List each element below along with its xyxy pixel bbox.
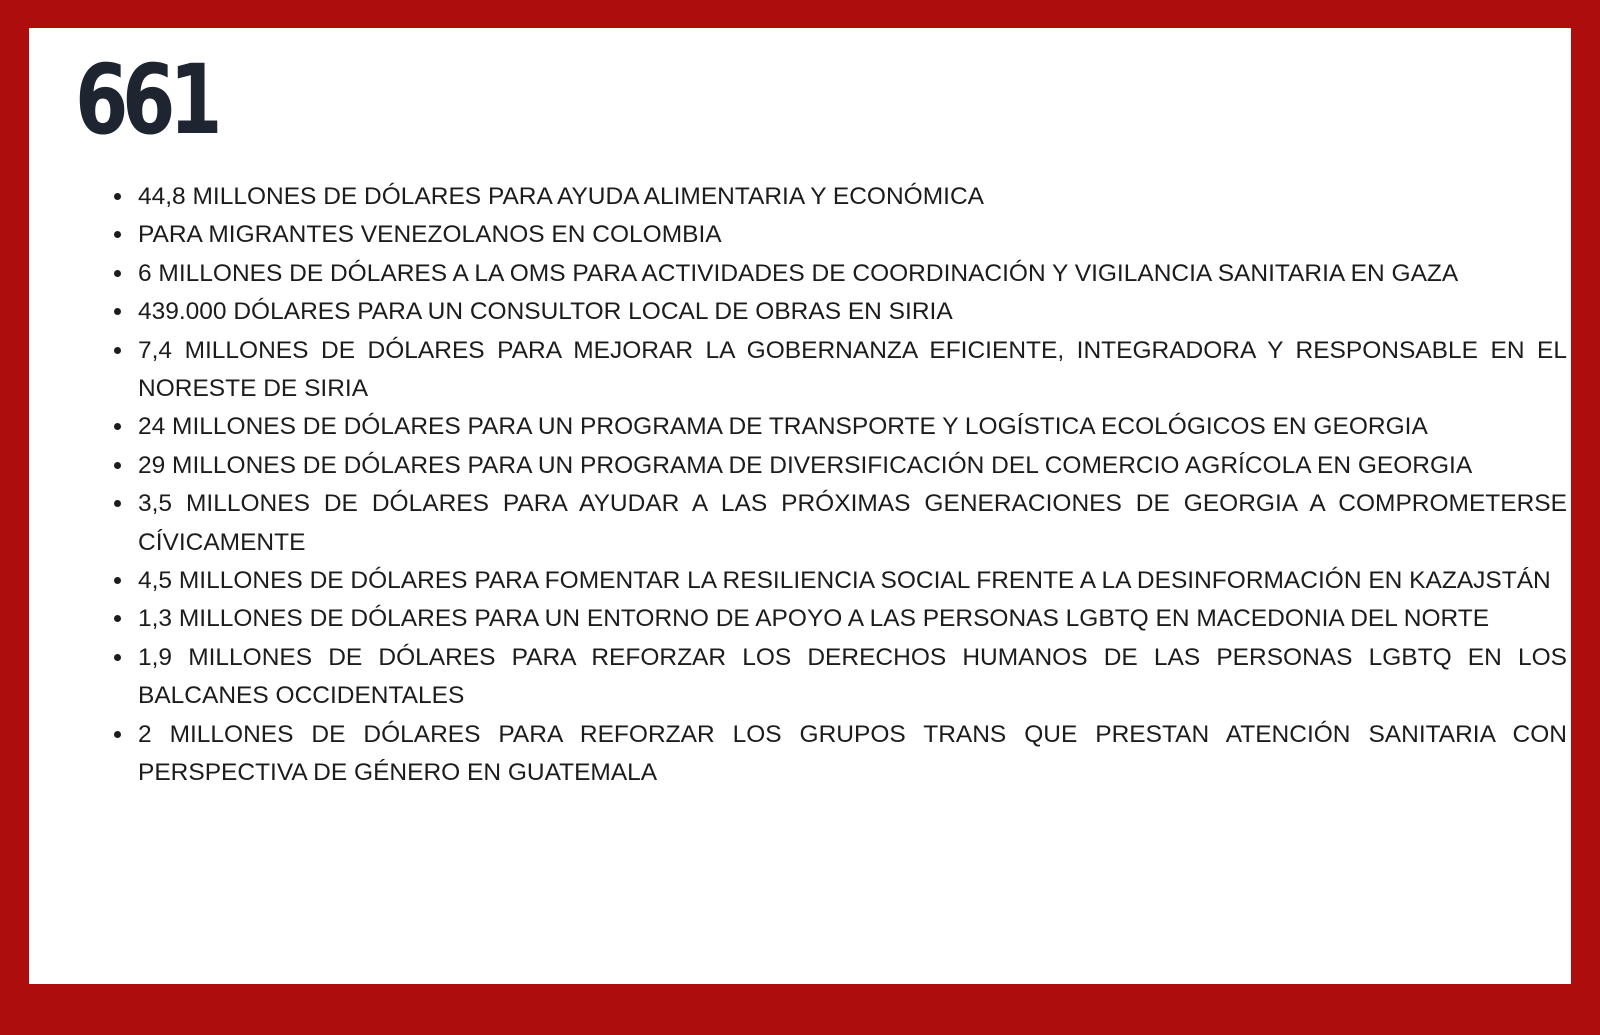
list-item: • 439.000 DÓLARES PARA UN CONSULTOR LOCAL DE OBRAS EN SIRIA — [135, 293, 1567, 331]
list-item: • 7,4 MILLONES DE DÓLARES PARA MEJORAR LA GOBERNANZA EFICIENTE, INTEGRADORA Y RESPONSABLE EN EL NORESTE DE SIRIA — [135, 332, 1567, 409]
list-item: • 4,5 MILLONES DE DÓLARES PARA FOMENTAR LA RESILIENCIA SOCIAL FRENTE A LA DESINFORMACIÓN EN KAZAJSTÁN — [135, 562, 1567, 600]
funding-list — [109, 178, 1567, 793]
list-item: • 24 MILLONES DE DÓLARES PARA UN PROGRAMA DE TRANSPORTE Y LOGÍSTICA ECOLÓGICOS EN GEORGIA — [135, 408, 1567, 446]
page-title: 661 — [75, 44, 217, 156]
list-item: • 29 MILLONES DE DÓLARES PARA UN PROGRAMA DE DIVERSIFICACIÓN DEL COMERCIO AGRÍCOLA EN GEORGIA — [135, 447, 1567, 485]
list-item: • 3,5 MILLONES DE DÓLARES PARA AYUDAR A LAS PRÓXIMAS GENERACIONES DE GEORGIA A COMPROMETERSE CÍVICAMENTE — [135, 485, 1567, 562]
list-item: • 1,9 MILLONES DE DÓLARES PARA REFORZAR LOS DERECHOS HUMANOS DE LAS PERSONAS LGBTQ EN LOS BALCANES OCCIDENTALES — [135, 639, 1567, 716]
list-item: • 1,3 MILLONES DE DÓLARES PARA UN ENTORNO DE APOYO A LAS PERSONAS LGBTQ EN MACEDONIA DEL NORTE — [135, 600, 1567, 638]
content-panel — [29, 28, 1571, 984]
list-item: • PARA MIGRANTES VENEZOLANOS EN COLOMBIA — [135, 216, 1567, 254]
list-item: • 6 MILLONES DE DÓLARES A LA OMS PARA ACTIVIDADES DE COORDINACIÓN Y VIGILANCIA SANITARIA EN GAZA — [135, 255, 1567, 293]
list-item: • 2 MILLONES DE DÓLARES PARA REFORZAR LOS GRUPOS TRANS QUE PRESTAN ATENCIÓN SANITARIA CON PERSPECTIVA DE GÉNERO EN GUATEMALA — [135, 716, 1567, 793]
list-item: • 44,8 MILLONES DE DÓLARES PARA AYUDA ALIMENTARIA Y ECONÓMICA — [135, 178, 1567, 216]
